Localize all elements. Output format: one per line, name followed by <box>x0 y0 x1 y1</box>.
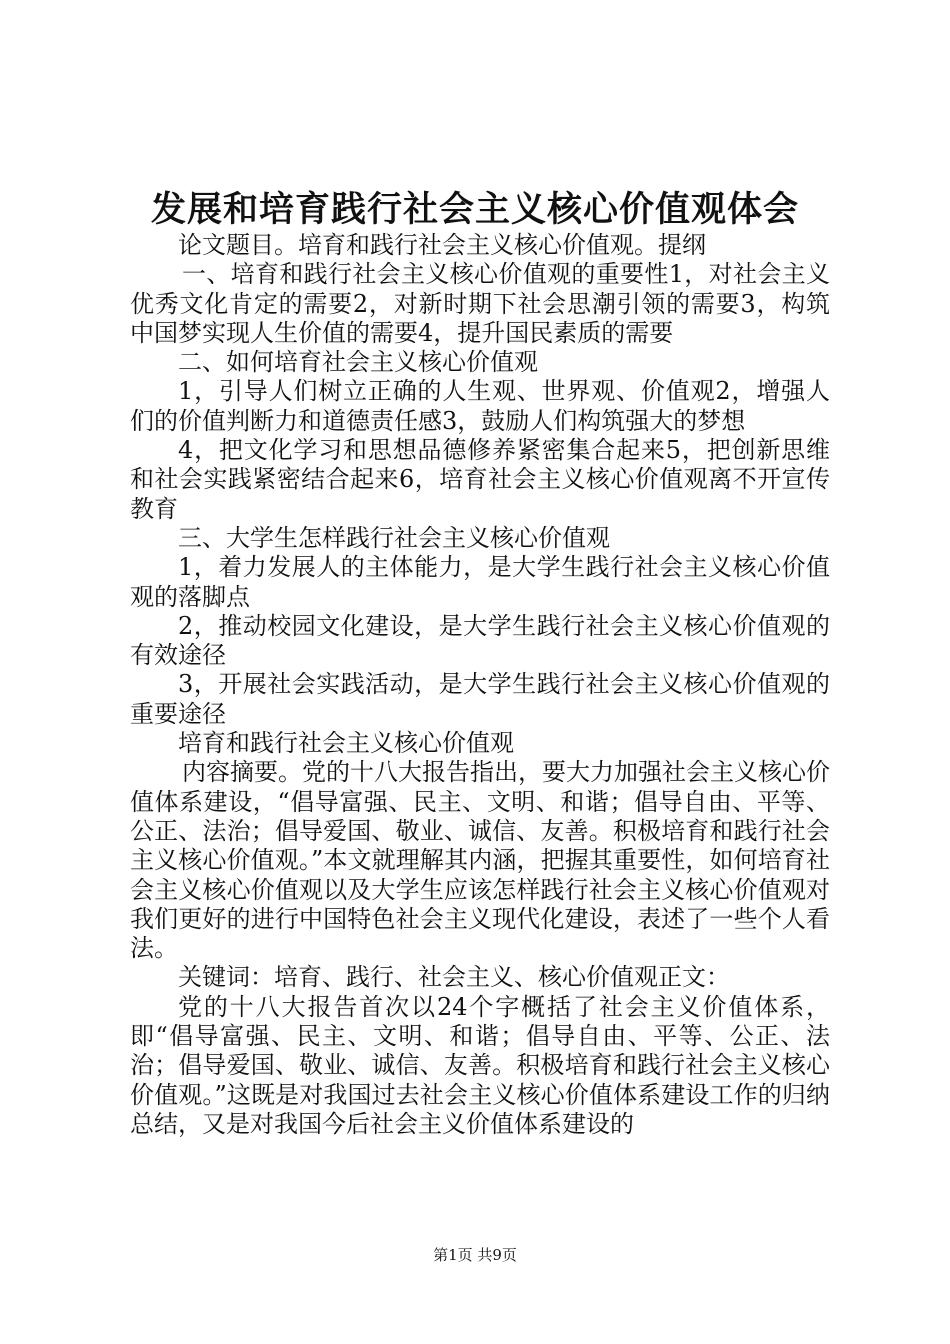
paragraph: 1，引导人们树立正确的人生观、世界观、价值观2，增强人们的价值判断力和道德责任感3，鼓励人们构筑强大的梦想 <box>130 377 830 435</box>
paragraph: 关键词：培育、践行、社会主义、核心价值观正文： <box>178 963 730 992</box>
document-title: 发展和培育践行社会主义核心价值观体会 <box>150 189 799 230</box>
paragraph: 2，推动校园文化建设，是大学生践行社会主义核心价值观的有效途径 <box>130 611 830 670</box>
paragraph: 论文题目。培育和践行社会主义核心价值观。提纲 <box>178 231 706 259</box>
paragraph: 党的十八大报告首次以24个字概括了社会主义价值体系，即“倡导富强、民主、文明、和谐；倡导自由、平等、公正、法治；倡导爱国、敬业、诚信、友善。积极培育和践行社会主义核心价值观。”这既是对我国过去社会主义核心价值体系建设工作的归纳总结，又是对我国今后社会主义价值体系建设的 <box>130 992 830 1138</box>
paragraph: 培育和践行社会主义核心价值观 <box>178 729 514 758</box>
paragraph: 3，开展社会实践活动，是大学生践行社会主义核心价值观的重要途径 <box>130 670 830 728</box>
paragraph: 一、培育和践行社会主义核心价值观的重要性1，对社会主义优秀文化肯定的需要2，对新时期下社会思潮引领的需要3，构筑中国梦实现人生价值的需要4，提升国民素质的需要 <box>130 260 830 347</box>
paragraph: 二、如何培育社会主义核心价值观 <box>178 348 538 377</box>
document-body <box>130 231 830 1139</box>
paragraph: 三、大学生怎样践行社会主义核心价值观 <box>178 523 610 552</box>
paragraph: 1，着力发展人的主体能力，是大学生践行社会主义核心价值观的落脚点 <box>130 553 830 611</box>
page-footer: 第1页 共9页 <box>433 1246 517 1264</box>
paragraph: 内容摘要。党的十八大报告指出，要大力加强社会主义核心价值体系建设，“倡导富强、民主、文明、和谐；倡导自由、平等、公正、法治；倡导爱国、敬业、诚信、友善。积极培育和践行社会主义核心价值观。”本文就理解其内涵，把握其重要性，如何培育社会主义核心价值观以及大学生应该怎样践行社会主义核心价值观对我们更好的进行中国特色社会主义现代化建设，表述了一些个人看法。 <box>130 758 830 963</box>
paragraph: 4，把文化学习和思想品德修养紧密集合起来5，把创新思维和社会实践紧密结合起来6，培育社会主义核心价值观离不开宣传教育 <box>130 436 830 523</box>
